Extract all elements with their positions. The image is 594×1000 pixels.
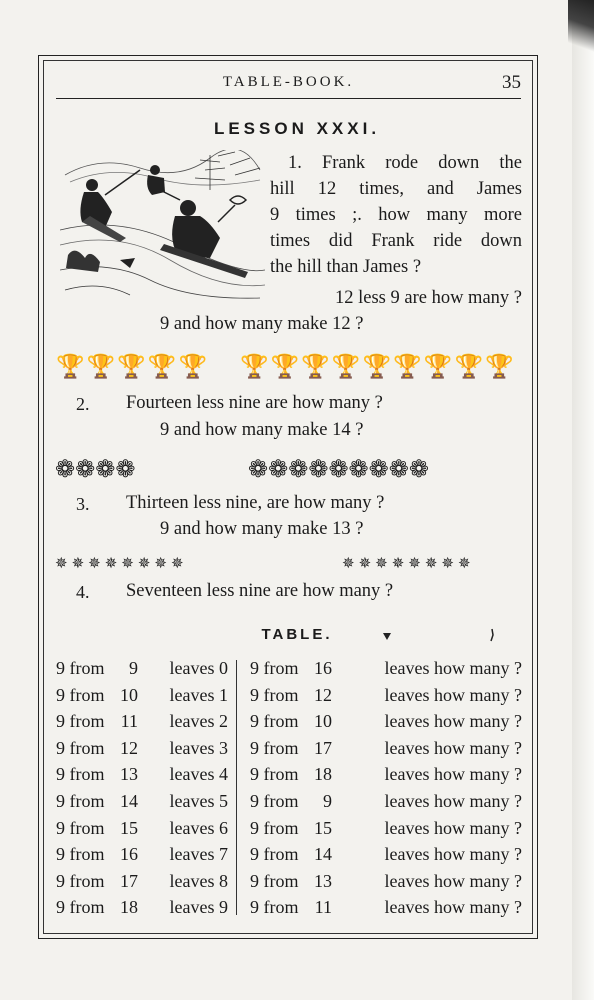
table-cell: 16 xyxy=(120,844,138,865)
table-row xyxy=(56,735,228,762)
question-4-text: Seventeen less nine are how many ? xyxy=(126,581,394,601)
table-cell: 12 xyxy=(120,737,138,758)
table-row xyxy=(250,708,522,735)
question-1-line: 9 times ;. how many more xyxy=(270,205,522,225)
table-cell: 15 xyxy=(314,817,332,838)
ink-speck xyxy=(488,628,496,642)
table-row xyxy=(56,788,228,815)
question-1-line: the hill than James ? xyxy=(270,257,422,277)
page-number: 35 xyxy=(502,72,521,93)
table-cell: 9 from xyxy=(250,790,299,811)
star-ornament-row-left: ✵✵✵✵✵✵✵✵ xyxy=(55,556,188,572)
table-cell: 17 xyxy=(120,870,138,891)
table-cell: 9 from xyxy=(56,790,105,811)
table-cell: 9 from xyxy=(56,711,105,732)
table-cell: 9 from xyxy=(250,844,299,865)
table-cell: 9 from xyxy=(56,684,105,705)
table-cell: 9 from xyxy=(56,658,105,678)
table-cell: 9 from xyxy=(56,897,105,918)
table-cell: 9 from xyxy=(250,737,299,758)
table-cell: 16 xyxy=(314,658,332,678)
table-cell: 9 from xyxy=(250,870,299,891)
table-cell: leaves how many ? xyxy=(384,870,522,891)
table-cell: leaves how many ? xyxy=(384,790,522,811)
table-cell: 9 from xyxy=(56,764,105,785)
question-1-line: 1. Frank rode down the xyxy=(288,153,522,173)
table-cell: leaves 9 xyxy=(169,897,228,918)
table-row xyxy=(250,682,522,709)
table-cell: 14 xyxy=(314,844,332,865)
table-cell: leaves how many ? xyxy=(384,711,522,732)
urn-ornament-row-left: 🏆🏆🏆🏆🏆 xyxy=(56,354,210,379)
table-row xyxy=(250,841,522,868)
urn-ornament-row-right: 🏆🏆🏆🏆🏆🏆🏆🏆🏆 xyxy=(240,354,516,379)
table-cell: leaves 0 xyxy=(169,658,228,678)
question-1-subquestion: 12 less 9 are how many ? xyxy=(334,288,522,308)
table-cell: 9 from xyxy=(56,844,105,865)
table-cell: 10 xyxy=(314,711,332,732)
table-cell: 9 from xyxy=(250,764,299,785)
question-3-text: Thirteen less nine, are how many ? xyxy=(126,493,385,513)
table-cell: 18 xyxy=(314,764,332,785)
table-cell: 11 xyxy=(120,711,138,732)
table-row xyxy=(250,735,522,762)
table-cell: 12 xyxy=(314,684,332,705)
table-cell: 9 from xyxy=(56,737,105,758)
table-row xyxy=(250,655,522,682)
running-head: TABLE-BOOK. xyxy=(222,74,355,90)
question-3-subquestion: 9 and how many make 13 ? xyxy=(160,519,364,539)
table-cell: leaves 2 xyxy=(169,711,228,732)
table-cell: leaves 4 xyxy=(169,764,228,785)
table-cell: leaves how many ? xyxy=(384,684,522,705)
table-row xyxy=(250,894,522,921)
question-2-text: Fourteen less nine are how many ? xyxy=(126,393,383,413)
page-edge xyxy=(572,0,594,1000)
table-cell: 15 xyxy=(120,817,138,838)
table-cell: 9 xyxy=(323,790,332,811)
table-cell: 9 from xyxy=(250,684,299,705)
table-row xyxy=(250,868,522,895)
flower-ornament-row-left: ❁❁❁❁ xyxy=(55,457,136,483)
table-cell: 14 xyxy=(120,790,138,811)
table-right-column xyxy=(250,655,522,921)
table-cell: leaves how many ? xyxy=(384,844,522,865)
table-cell: 9 from xyxy=(250,658,299,678)
table-row xyxy=(250,788,522,815)
table-cell: 17 xyxy=(314,737,332,758)
question-1-subquestion-2: 9 and how many make 12 ? xyxy=(160,314,364,334)
table-row xyxy=(56,682,228,709)
table-row xyxy=(56,815,228,842)
table-cell: 9 from xyxy=(250,711,299,732)
sledding-boys-illustration xyxy=(60,150,265,300)
lesson-title: LESSON XXXI. xyxy=(213,119,381,138)
table-row xyxy=(56,761,228,788)
table-cell: leaves how many ? xyxy=(384,764,522,785)
table-cell: leaves how many ? xyxy=(384,817,522,838)
table-cell: 18 xyxy=(120,897,138,918)
table-left-column xyxy=(56,655,228,921)
question-1-text xyxy=(270,150,522,280)
table-cell: 9 xyxy=(129,658,138,678)
table-cell: leaves how many ? xyxy=(384,658,522,678)
table-column-divider xyxy=(236,660,237,915)
table-cell: leaves 6 xyxy=(169,817,228,838)
table-title: TABLE. xyxy=(261,626,333,643)
table-cell: 9 from xyxy=(250,817,299,838)
table-cell: 11 xyxy=(314,897,332,918)
page-header xyxy=(56,72,521,99)
table-cell: leaves 8 xyxy=(169,870,228,891)
table-cell: leaves how many ? xyxy=(384,897,522,918)
question-1-line: hill 12 times, and James xyxy=(270,179,522,199)
table-row xyxy=(56,708,228,735)
table-cell: 9 from xyxy=(250,897,299,918)
table-row xyxy=(250,815,522,842)
question-2-subquestion: 9 and how many make 14 ? xyxy=(160,420,364,440)
table-cell: leaves how many ? xyxy=(384,737,522,758)
table-row xyxy=(56,841,228,868)
table-row xyxy=(56,894,228,921)
page-corner-shadow xyxy=(568,0,594,60)
table-cell: leaves 7 xyxy=(169,844,228,865)
table-row xyxy=(56,655,228,682)
star-ornament-row-right: ✵✵✵✵✵✵✵✵ xyxy=(342,556,475,572)
table-cell: 10 xyxy=(120,684,138,705)
table-row xyxy=(56,868,228,895)
question-4-number: 4. xyxy=(76,582,90,602)
table-cell: 13 xyxy=(120,764,138,785)
ink-speck xyxy=(382,632,392,642)
table-cell: 13 xyxy=(314,870,332,891)
table-cell: 9 from xyxy=(56,817,105,838)
question-3-number: 3. xyxy=(76,494,90,514)
table-cell: leaves 3 xyxy=(169,737,228,758)
table-cell: 9 from xyxy=(56,870,105,891)
table-cell: leaves 1 xyxy=(169,684,228,705)
question-2-number: 2. xyxy=(76,394,90,414)
question-1-line: times did Frank ride down xyxy=(270,231,522,251)
flower-ornament-row-right: ❁❁❁❁❁❁❁❁❁ xyxy=(248,457,429,483)
table-cell: leaves 5 xyxy=(169,790,228,811)
table-row xyxy=(250,761,522,788)
